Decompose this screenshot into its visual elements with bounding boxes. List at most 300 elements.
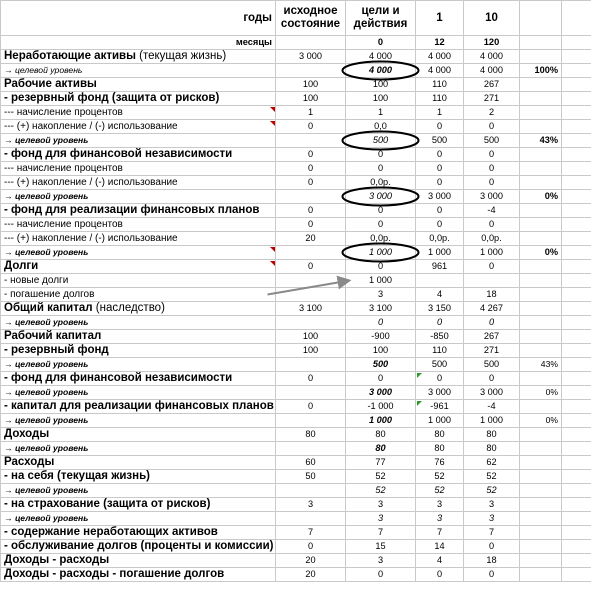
value-cell[interactable]: -4	[464, 204, 520, 218]
empty-cell[interactable]	[562, 1, 591, 36]
row-label[interactable]	[1, 568, 276, 582]
value-cell[interactable]: 3 000	[416, 386, 464, 400]
percent-cell[interactable]	[520, 442, 562, 456]
value-cell[interactable]: 0	[276, 120, 346, 134]
value-cell[interactable]: 110	[416, 78, 464, 92]
value-cell[interactable]: 0	[346, 204, 416, 218]
value-cell[interactable]	[276, 442, 346, 456]
col-initial-header[interactable]: исходное состояние	[276, 1, 346, 36]
value-cell[interactable]: 4	[416, 288, 464, 302]
value-cell[interactable]: 3	[464, 512, 520, 526]
row-label[interactable]	[1, 316, 276, 330]
table-row	[1, 176, 591, 190]
empty-cell[interactable]	[562, 64, 591, 78]
value-cell[interactable]: 3	[346, 498, 416, 512]
value-cell[interactable]: 0	[416, 176, 464, 190]
value-cell[interactable]: 500	[346, 358, 416, 372]
value-cell[interactable]: 0	[276, 204, 346, 218]
percent-cell[interactable]	[520, 400, 562, 414]
percent-cell[interactable]	[520, 316, 562, 330]
value-cell[interactable]: 0	[464, 120, 520, 134]
row-label[interactable]	[1, 414, 276, 428]
empty-cell[interactable]	[562, 190, 591, 204]
row-label[interactable]	[1, 190, 276, 204]
empty-cell[interactable]	[520, 1, 562, 36]
row-label[interactable]	[1, 540, 276, 554]
value-cell[interactable]: 4	[416, 554, 464, 568]
value-cell[interactable]: 20	[276, 554, 346, 568]
value-cell[interactable]: 0	[276, 162, 346, 176]
value-cell[interactable]: 80	[276, 428, 346, 442]
row-label[interactable]	[1, 302, 276, 316]
value-cell[interactable]: 0	[346, 372, 416, 386]
empty-cell[interactable]	[562, 414, 591, 428]
percent-cell[interactable]	[520, 568, 562, 582]
percent-cell[interactable]	[520, 120, 562, 134]
value-cell[interactable]: 267	[464, 78, 520, 92]
value-cell[interactable]	[416, 274, 464, 288]
value-cell[interactable]: -900	[346, 330, 416, 344]
percent-cell[interactable]	[520, 428, 562, 442]
value-cell[interactable]	[276, 288, 346, 302]
value-cell[interactable]: 0	[464, 162, 520, 176]
value-cell[interactable]: 3 000	[416, 190, 464, 204]
row-label[interactable]	[1, 470, 276, 484]
value-cell[interactable]: 1 000	[416, 246, 464, 260]
empty-cell[interactable]	[562, 274, 591, 288]
month-goals[interactable]: 0	[346, 36, 416, 50]
empty-cell[interactable]	[562, 512, 591, 526]
percent-cell[interactable]	[520, 260, 562, 274]
empty-cell[interactable]	[562, 162, 591, 176]
percent-cell[interactable]: 0%	[520, 190, 562, 204]
value-cell[interactable]: 0,0р.	[346, 176, 416, 190]
percent-cell[interactable]: 43%	[520, 134, 562, 148]
month-year10[interactable]: 120	[464, 36, 520, 50]
row-label[interactable]	[1, 218, 276, 232]
row-label[interactable]	[1, 64, 276, 78]
col-goals-header[interactable]: цели и действия	[346, 1, 416, 36]
value-cell[interactable]: 100	[346, 344, 416, 358]
percent-cell[interactable]	[520, 456, 562, 470]
empty-cell[interactable]	[562, 120, 591, 134]
value-cell[interactable]: 1 000	[346, 246, 416, 260]
value-cell[interactable]	[276, 134, 346, 148]
value-cell[interactable]: 0	[276, 540, 346, 554]
value-cell[interactable]: 0	[276, 218, 346, 232]
empty-cell[interactable]	[562, 442, 591, 456]
col-year1-header[interactable]: 1	[416, 1, 464, 36]
row-label-text: → целевой уровень	[4, 65, 83, 75]
empty-cell[interactable]	[562, 106, 591, 120]
row-label[interactable]	[1, 428, 276, 442]
empty-cell[interactable]	[276, 36, 346, 50]
value-cell[interactable]: 3 000	[276, 50, 346, 64]
value-cell[interactable]: 76	[416, 456, 464, 470]
percent-cell[interactable]	[520, 372, 562, 386]
percent-cell[interactable]	[520, 470, 562, 484]
value-cell[interactable]: 100	[276, 78, 346, 92]
row-label[interactable]	[1, 92, 276, 106]
value-cell[interactable]: 20	[276, 232, 346, 246]
percent-cell[interactable]	[520, 344, 562, 358]
value-cell[interactable]: 4 000	[464, 50, 520, 64]
row-label[interactable]	[1, 498, 276, 512]
percent-cell[interactable]: 0%	[520, 414, 562, 428]
empty-cell[interactable]	[562, 260, 591, 274]
value-cell[interactable]: 4 000	[346, 50, 416, 64]
value-cell[interactable]: 80	[346, 428, 416, 442]
value-cell[interactable]: -850	[416, 330, 464, 344]
percent-cell[interactable]	[520, 540, 562, 554]
empty-cell[interactable]	[562, 148, 591, 162]
row-label[interactable]	[1, 526, 276, 540]
row-label[interactable]	[1, 78, 276, 92]
value-cell[interactable]: 7	[276, 526, 346, 540]
value-cell[interactable]: 7	[416, 526, 464, 540]
table-row	[1, 162, 591, 176]
table-row	[1, 498, 591, 512]
value-cell[interactable]: 52	[346, 484, 416, 498]
percent-cell[interactable]: 100%	[520, 64, 562, 78]
value-cell[interactable]: 18	[464, 288, 520, 302]
empty-cell[interactable]	[562, 400, 591, 414]
value-cell[interactable]	[276, 190, 346, 204]
row-label-text: → целевой уровень	[4, 247, 89, 257]
table-row	[1, 316, 591, 330]
value-cell[interactable]: 110	[416, 92, 464, 106]
value-cell[interactable]: 0,0р.	[346, 232, 416, 246]
table-row	[1, 134, 591, 148]
empty-cell[interactable]	[562, 470, 591, 484]
row-label[interactable]	[1, 288, 276, 302]
row-label[interactable]	[1, 274, 276, 288]
row-label[interactable]	[1, 512, 276, 526]
value-cell[interactable]: 1 000	[346, 274, 416, 288]
value-cell[interactable]: 0	[276, 176, 346, 190]
value-cell[interactable]: 0	[276, 148, 346, 162]
value-cell[interactable]: 100	[276, 92, 346, 106]
table-row	[1, 64, 591, 78]
empty-cell[interactable]	[562, 92, 591, 106]
comment-indicator-icon[interactable]	[270, 247, 275, 252]
value-cell[interactable]: 52	[464, 470, 520, 484]
value-cell[interactable]: 4 267	[464, 302, 520, 316]
value-cell[interactable]: -1 000	[346, 400, 416, 414]
value-cell[interactable]: 3 100	[276, 302, 346, 316]
empty-cell[interactable]	[562, 428, 591, 442]
row-label-suffix: (наследство)	[92, 302, 165, 314]
empty-cell[interactable]	[562, 526, 591, 540]
value-cell[interactable]	[276, 484, 346, 498]
comment-indicator-icon[interactable]	[270, 121, 275, 126]
row-label[interactable]	[1, 106, 276, 120]
value-cell[interactable]: 100	[276, 330, 346, 344]
percent-cell[interactable]	[520, 274, 562, 288]
value-cell[interactable]: 0	[346, 568, 416, 582]
value-cell[interactable]	[276, 316, 346, 330]
empty-cell[interactable]	[562, 540, 591, 554]
empty-cell[interactable]	[562, 344, 591, 358]
value-cell[interactable]: 18	[464, 554, 520, 568]
value-cell[interactable]: 0	[416, 162, 464, 176]
value-cell[interactable]: 0	[346, 260, 416, 274]
month-year1[interactable]: 12	[416, 36, 464, 50]
percent-cell[interactable]	[520, 162, 562, 176]
value-cell[interactable]: 0,0	[346, 120, 416, 134]
value-cell[interactable]: 0	[416, 218, 464, 232]
value-cell[interactable]: 100	[346, 92, 416, 106]
empty-cell[interactable]	[562, 386, 591, 400]
value-cell[interactable]: 1 000	[464, 414, 520, 428]
percent-cell[interactable]	[520, 512, 562, 526]
value-cell[interactable]: 0	[416, 372, 464, 386]
percent-cell[interactable]	[520, 330, 562, 344]
row-label-text: - на себя (текущая жизнь)	[4, 470, 150, 482]
row-label[interactable]	[1, 120, 276, 134]
row-label-text: --- (+) накопление / (-) использование	[4, 233, 178, 244]
empty-cell[interactable]	[562, 232, 591, 246]
value-cell[interactable]: 500	[416, 134, 464, 148]
value-cell[interactable]: 3	[416, 512, 464, 526]
row-label[interactable]	[1, 134, 276, 148]
value-cell[interactable]: 2	[464, 106, 520, 120]
row-label[interactable]	[1, 456, 276, 470]
value-cell[interactable]: 100	[346, 78, 416, 92]
value-cell[interactable]: 3 000	[464, 386, 520, 400]
value-cell[interactable]: 3	[464, 498, 520, 512]
row-label[interactable]	[1, 386, 276, 400]
percent-cell[interactable]	[520, 498, 562, 512]
percent-cell[interactable]	[520, 218, 562, 232]
percent-cell[interactable]	[520, 78, 562, 92]
table-row	[1, 372, 591, 386]
percent-cell[interactable]	[520, 484, 562, 498]
empty-cell[interactable]	[562, 498, 591, 512]
percent-cell[interactable]	[520, 204, 562, 218]
row-label[interactable]	[1, 358, 276, 372]
empty-cell[interactable]	[562, 134, 591, 148]
value-cell[interactable]: 0	[464, 568, 520, 582]
value-cell[interactable]: 1	[416, 106, 464, 120]
empty-cell[interactable]	[562, 246, 591, 260]
empty-cell[interactable]	[562, 218, 591, 232]
row-label[interactable]	[1, 484, 276, 498]
percent-cell[interactable]: 0%	[520, 386, 562, 400]
value-cell[interactable]: 0	[464, 540, 520, 554]
value-cell[interactable]: 0	[464, 218, 520, 232]
value-cell[interactable]: 0	[346, 218, 416, 232]
value-cell[interactable]: 0	[416, 204, 464, 218]
row-label[interactable]	[1, 372, 276, 386]
row-label[interactable]	[1, 162, 276, 176]
value-cell[interactable]: 500	[464, 358, 520, 372]
empty-cell[interactable]	[562, 204, 591, 218]
value-cell[interactable]: 0	[276, 372, 346, 386]
row-label[interactable]	[1, 50, 276, 64]
value-cell[interactable]: 0	[416, 316, 464, 330]
value-cell[interactable]	[276, 512, 346, 526]
value-cell[interactable]: 0	[464, 372, 520, 386]
value-cell[interactable]: 0,0р.	[464, 232, 520, 246]
table-row	[1, 358, 591, 372]
value-cell[interactable]: 3	[416, 498, 464, 512]
value-cell[interactable]	[276, 414, 346, 428]
empty-cell[interactable]	[562, 302, 591, 316]
value-cell[interactable]: 80	[416, 428, 464, 442]
value-cell[interactable]: 0	[464, 316, 520, 330]
table-row	[1, 386, 591, 400]
value-cell[interactable]	[276, 358, 346, 372]
empty-cell[interactable]	[562, 316, 591, 330]
value-cell[interactable]: 80	[464, 428, 520, 442]
value-cell[interactable]: 3 100	[346, 302, 416, 316]
row-label[interactable]	[1, 204, 276, 218]
row-label[interactable]	[1, 260, 276, 274]
empty-cell[interactable]	[562, 50, 591, 64]
percent-cell[interactable]	[520, 50, 562, 64]
percent-cell[interactable]	[520, 554, 562, 568]
value-cell[interactable]: 52	[416, 470, 464, 484]
empty-cell[interactable]	[520, 36, 562, 50]
value-cell[interactable]: 0	[416, 568, 464, 582]
value-cell[interactable]	[276, 386, 346, 400]
empty-cell[interactable]	[562, 330, 591, 344]
percent-cell[interactable]	[520, 288, 562, 302]
value-cell[interactable]: 0,0р.	[416, 232, 464, 246]
value-cell[interactable]: 3	[346, 288, 416, 302]
value-cell[interactable]	[276, 64, 346, 78]
value-cell[interactable]: 3	[346, 512, 416, 526]
value-cell[interactable]: 52	[464, 484, 520, 498]
col-year10-header[interactable]: 10	[464, 1, 520, 36]
value-cell[interactable]: 4 000	[464, 64, 520, 78]
value-cell[interactable]: 60	[276, 456, 346, 470]
percent-cell[interactable]	[520, 232, 562, 246]
empty-cell[interactable]	[562, 456, 591, 470]
row-label[interactable]	[1, 176, 276, 190]
cell-flag-icon	[417, 401, 422, 406]
value-cell[interactable]: 271	[464, 344, 520, 358]
value-cell[interactable]: 0	[276, 400, 346, 414]
value-cell[interactable]: 80	[416, 442, 464, 456]
value-cell[interactable]: 4 000	[416, 50, 464, 64]
value-cell[interactable]	[276, 274, 346, 288]
value-cell[interactable]: 0	[464, 260, 520, 274]
row-label[interactable]	[1, 232, 276, 246]
comment-indicator-icon[interactable]	[270, 261, 275, 266]
value-cell[interactable]: 3 000	[346, 190, 416, 204]
percent-cell[interactable]: 0%	[520, 246, 562, 260]
value-cell[interactable]: 1 000	[416, 414, 464, 428]
value-cell[interactable]: 3	[276, 498, 346, 512]
value-cell[interactable]: 1	[346, 106, 416, 120]
empty-cell[interactable]	[562, 568, 591, 582]
value-cell[interactable]: 52	[346, 470, 416, 484]
value-cell[interactable]: 7	[464, 526, 520, 540]
value-cell[interactable]: 1	[276, 106, 346, 120]
value-cell[interactable]: 271	[464, 92, 520, 106]
empty-cell[interactable]	[562, 288, 591, 302]
value-cell[interactable]: 0	[464, 176, 520, 190]
percent-cell[interactable]	[520, 92, 562, 106]
comment-indicator-icon[interactable]	[270, 107, 275, 112]
value-cell[interactable]: 0	[276, 260, 346, 274]
value-cell[interactable]: 500	[346, 134, 416, 148]
value-cell[interactable]: 0	[416, 120, 464, 134]
value-cell[interactable]: 100	[276, 344, 346, 358]
row-label[interactable]	[1, 330, 276, 344]
value-cell[interactable]: -961	[416, 400, 464, 414]
row-label[interactable]	[1, 246, 276, 260]
empty-cell[interactable]	[562, 36, 591, 50]
value-cell[interactable]: 0	[346, 162, 416, 176]
value-cell[interactable]: 50	[276, 470, 346, 484]
row-label[interactable]	[1, 442, 276, 456]
percent-cell[interactable]	[520, 302, 562, 316]
value-cell[interactable]: 500	[416, 358, 464, 372]
percent-cell[interactable]	[520, 526, 562, 540]
empty-cell[interactable]	[562, 78, 591, 92]
row-label[interactable]	[1, 344, 276, 358]
value-cell[interactable]: 80	[346, 442, 416, 456]
value-cell[interactable]: -4	[464, 400, 520, 414]
value-cell[interactable]: 7	[346, 526, 416, 540]
empty-cell[interactable]	[562, 358, 591, 372]
value-cell[interactable]: 267	[464, 330, 520, 344]
value-cell[interactable]: 15	[346, 540, 416, 554]
value-cell[interactable]: 0	[464, 148, 520, 162]
row-label-text: - резервный фонд (защита от рисков)	[4, 92, 220, 104]
percent-cell[interactable]	[520, 106, 562, 120]
row-label[interactable]	[1, 554, 276, 568]
value-cell[interactable]: 961	[416, 260, 464, 274]
value-cell[interactable]: 1 000	[464, 246, 520, 260]
value-cell[interactable]: 110	[416, 344, 464, 358]
value-cell[interactable]: 3 000	[346, 386, 416, 400]
empty-cell[interactable]	[562, 554, 591, 568]
value-cell[interactable]: 14	[416, 540, 464, 554]
value-cell[interactable]: 0	[346, 148, 416, 162]
value-cell[interactable]: 4 000	[416, 64, 464, 78]
value-cell[interactable]: 500	[464, 134, 520, 148]
value-cell[interactable]: 0	[416, 148, 464, 162]
empty-cell[interactable]	[562, 176, 591, 190]
percent-cell[interactable]	[520, 148, 562, 162]
value-cell[interactable]: 77	[346, 456, 416, 470]
empty-cell[interactable]	[562, 372, 591, 386]
value-cell[interactable]: 0	[346, 316, 416, 330]
value-cell[interactable]: 62	[464, 456, 520, 470]
value-cell[interactable]: 1 000	[346, 414, 416, 428]
value-cell[interactable]: 52	[416, 484, 464, 498]
value-cell[interactable]: 3 000	[464, 190, 520, 204]
row-label[interactable]	[1, 400, 276, 414]
value-cell[interactable]: 4 000	[346, 64, 416, 78]
header-row-months	[1, 36, 591, 50]
value-cell[interactable]	[276, 246, 346, 260]
value-cell[interactable]: 3 150	[416, 302, 464, 316]
percent-cell[interactable]	[520, 176, 562, 190]
row-label[interactable]	[1, 148, 276, 162]
value-cell[interactable]	[464, 274, 520, 288]
value-cell[interactable]: 20	[276, 568, 346, 582]
row-label-text: → целевой уровень	[4, 485, 89, 495]
value-cell[interactable]: 3	[346, 554, 416, 568]
value-cell[interactable]: 80	[464, 442, 520, 456]
empty-cell[interactable]	[562, 484, 591, 498]
percent-cell[interactable]: 43%	[520, 358, 562, 372]
